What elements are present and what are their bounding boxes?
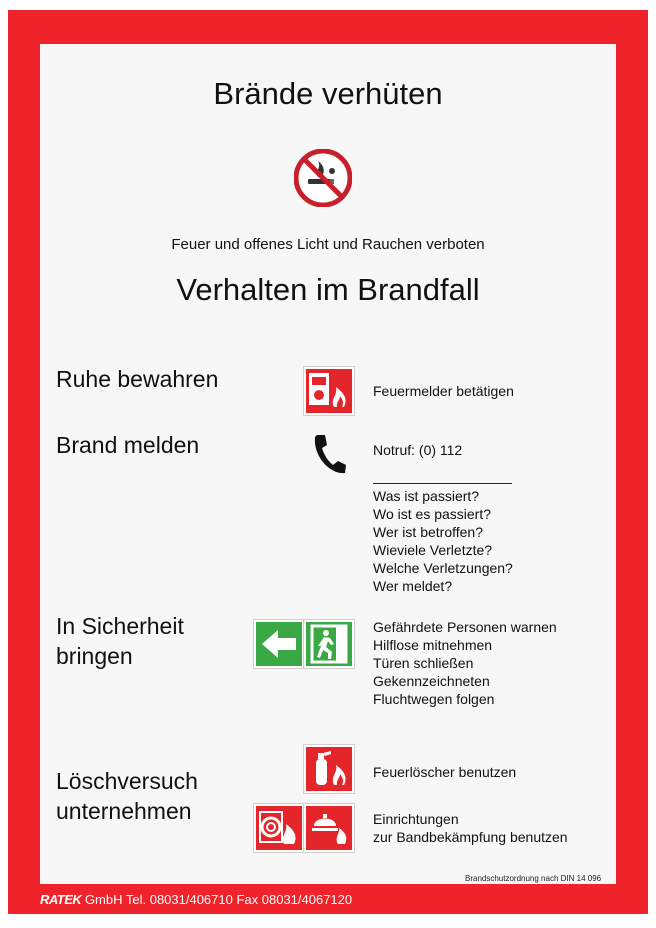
alarm-instruction: Feuermelder betätigen bbox=[373, 383, 514, 399]
question-item: Wer meldet? bbox=[373, 578, 453, 594]
safety-instruction: Gekennzeichneten bbox=[373, 673, 490, 689]
contact-info: GmbH Tel. 08031/406710 Fax 08031/4067120 bbox=[84, 892, 353, 907]
din-standard-note: Brandschutzordnung nach DIN 14 096 bbox=[465, 874, 602, 883]
fire-alarm-icon bbox=[304, 367, 354, 415]
safety-instruction: Hilflose mitnehmen bbox=[373, 637, 493, 653]
footer-contact bbox=[40, 892, 352, 907]
heading-safety-line2: bringen bbox=[56, 643, 133, 669]
safety-instruction: Fluchtwegen folgen bbox=[373, 691, 495, 707]
equipment-instruction-line1: Einrichtungen bbox=[373, 811, 459, 827]
question-item: Wo ist es passiert? bbox=[373, 506, 492, 522]
heading-extinguish-line2: unternehmen bbox=[56, 798, 192, 824]
section-subtitle: Verhalten im Brandfall bbox=[176, 272, 480, 307]
page-title: Brände verhüten bbox=[213, 76, 443, 111]
heading-extinguish-line1: Löschversuch bbox=[56, 768, 198, 794]
extinguisher-instruction: Feuerlöscher benutzen bbox=[373, 764, 517, 780]
fire-extinguisher-icon bbox=[304, 745, 354, 793]
question-item: Wieviele Verletzte? bbox=[373, 542, 493, 558]
divider-line bbox=[373, 483, 512, 484]
question-item: Welche Verletzungen? bbox=[373, 560, 513, 576]
emergency-exit-icon bbox=[304, 620, 354, 668]
equipment-instruction-line2: zur Bandbekämpfung benutzen bbox=[373, 829, 568, 845]
fire-equipment-icon bbox=[304, 804, 354, 852]
safety-instruction: Gefährdete Personen warnen bbox=[373, 619, 557, 635]
question-item: Wer ist betroffen? bbox=[373, 524, 483, 540]
heading-stay-calm: Ruhe bewahren bbox=[56, 366, 219, 392]
question-item: Was ist passiert? bbox=[373, 488, 480, 504]
brand-logo: RATEK bbox=[40, 892, 82, 907]
prohibition-caption: Feuer und offenes Licht und Rauchen verboten bbox=[171, 236, 485, 253]
heading-report-fire: Brand melden bbox=[56, 432, 200, 458]
emergency-number: Notruf: (0) 112 bbox=[373, 442, 463, 458]
fire-hose-icon bbox=[254, 804, 304, 852]
exit-arrow-icon bbox=[254, 620, 304, 668]
telephone-icon bbox=[311, 433, 347, 475]
heading-safety-line1: In Sicherheit bbox=[56, 613, 184, 639]
no-smoking-sign-icon bbox=[294, 149, 352, 207]
safety-instruction: Türen schließen bbox=[373, 655, 474, 671]
